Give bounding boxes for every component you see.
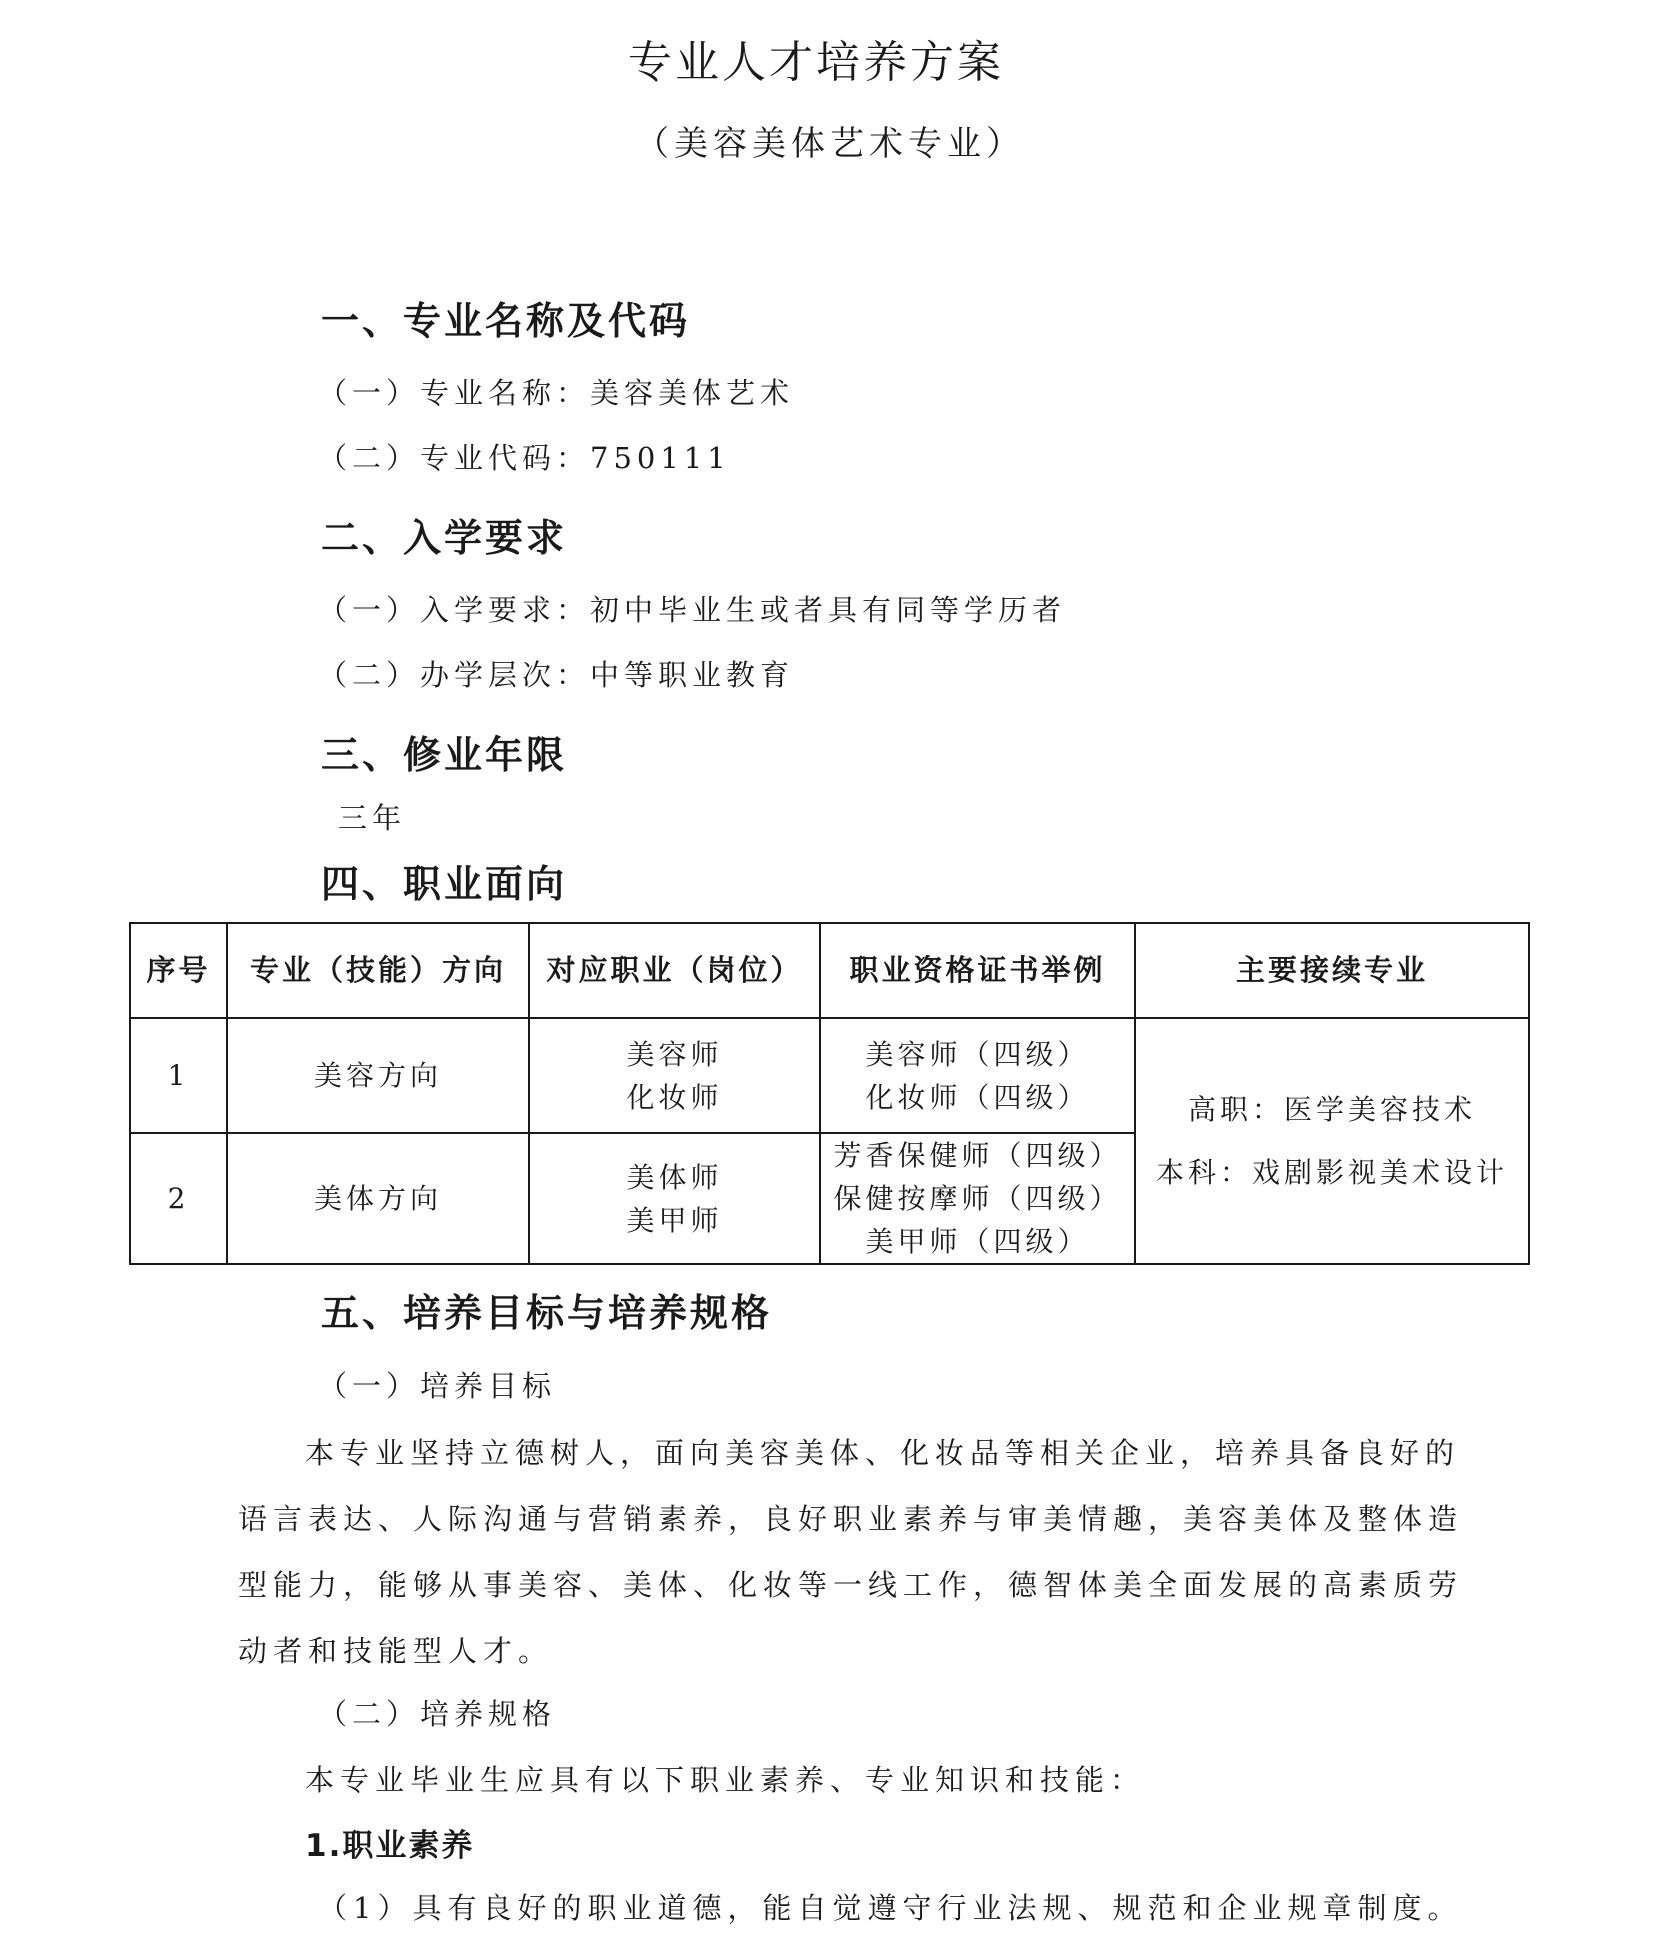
certificate-name: 保健按摩师（四级） <box>833 1182 1122 1215</box>
document-subtitle: （美容美体艺术专业） <box>635 124 1025 164</box>
header-certificate-examples: 职业资格证书举例 <box>820 923 1135 1018</box>
row-direction: 美体方向 <box>227 1133 529 1264</box>
header-corresponding-job: 对应职业（岗位） <box>529 923 820 1018</box>
section-heading-1: 一、专业名称及代码 <box>321 299 691 343</box>
continuing-major-undergraduate: 本科：戏剧影视美术设计 <box>1155 1156 1508 1189</box>
row-jobs <box>529 1018 820 1133</box>
continuing-major-vocational: 高职：医学美容技术 <box>1187 1093 1476 1126</box>
paragraph-line: 动者和技能型人才。 <box>238 1634 554 1668</box>
quality-item-1: （1）具有良好的职业道德，能自觉遵守行业法规、规范和企业规章制度。 <box>318 1891 1463 1925</box>
career-orientation-table <box>129 922 1530 1265</box>
continuing-majors-cell <box>1135 1018 1529 1264</box>
job-name: 美体师 <box>626 1160 723 1194</box>
sub-heading-professional-quality: 1.职业素养 <box>305 1828 475 1864</box>
row-direction: 美容方向 <box>227 1018 529 1133</box>
table-row <box>130 1018 1529 1133</box>
education-level-item: （二）办学层次：中等职业教育 <box>318 658 795 692</box>
job-name: 美甲师 <box>626 1203 723 1237</box>
paragraph-line: 本专业坚持立德树人，面向美容美体、化妆品等相关企业，培养具备良好的 <box>305 1436 1461 1470</box>
job-name: 化妆师 <box>626 1080 723 1114</box>
study-duration-text: 三年 <box>338 801 407 835</box>
major-code-item: （二）专业代码：750111 <box>318 441 731 475</box>
job-name: 美容师 <box>626 1037 723 1071</box>
enrollment-requirement-item: （一）入学要求：初中毕业生或者具有同等学历者 <box>318 593 1067 627</box>
paragraph-line: 语言表达、人际沟通与营销素养，良好职业素养与审美情趣，美容美体及整体造 <box>238 1502 1464 1536</box>
table-header-row <box>130 923 1529 1018</box>
certificate-name: 美甲师（四级） <box>865 1225 1090 1258</box>
sub-heading-training-goal: （一）培养目标 <box>318 1369 557 1403</box>
certificate-name: 芳香保健师（四级） <box>833 1139 1122 1172</box>
row-certificates <box>820 1018 1135 1133</box>
row-number: 1 <box>130 1018 227 1133</box>
row-jobs <box>529 1133 820 1264</box>
document-title: 专业人才培养方案 <box>628 37 1004 88</box>
header-continuing-major: 主要接续专业 <box>1135 923 1529 1018</box>
header-skill-direction: 专业（技能）方向 <box>227 923 529 1018</box>
paragraph-line: 型能力，能够从事美容、美体、化妆等一线工作，德智体美全面发展的高素质劳 <box>238 1568 1464 1602</box>
header-serial-number: 序号 <box>130 923 227 1018</box>
major-name-item: （一）专业名称：美容美体艺术 <box>318 376 795 410</box>
section-heading-3: 三、修业年限 <box>321 733 568 777</box>
certificate-name: 化妆师（四级） <box>865 1080 1090 1114</box>
section-heading-4: 四、职业面向 <box>321 862 568 906</box>
row-certificates <box>820 1133 1135 1264</box>
sub-heading-training-spec: （二）培养规格 <box>318 1697 557 1731</box>
section-heading-2: 二、入学要求 <box>321 516 568 560</box>
row-number: 2 <box>130 1133 227 1264</box>
section-heading-5: 五、培养目标与培养规格 <box>321 1291 773 1335</box>
certificate-name: 美容师（四级） <box>865 1037 1090 1071</box>
spec-intro-text: 本专业毕业生应具有以下职业素养、专业知识和技能： <box>305 1763 1146 1797</box>
